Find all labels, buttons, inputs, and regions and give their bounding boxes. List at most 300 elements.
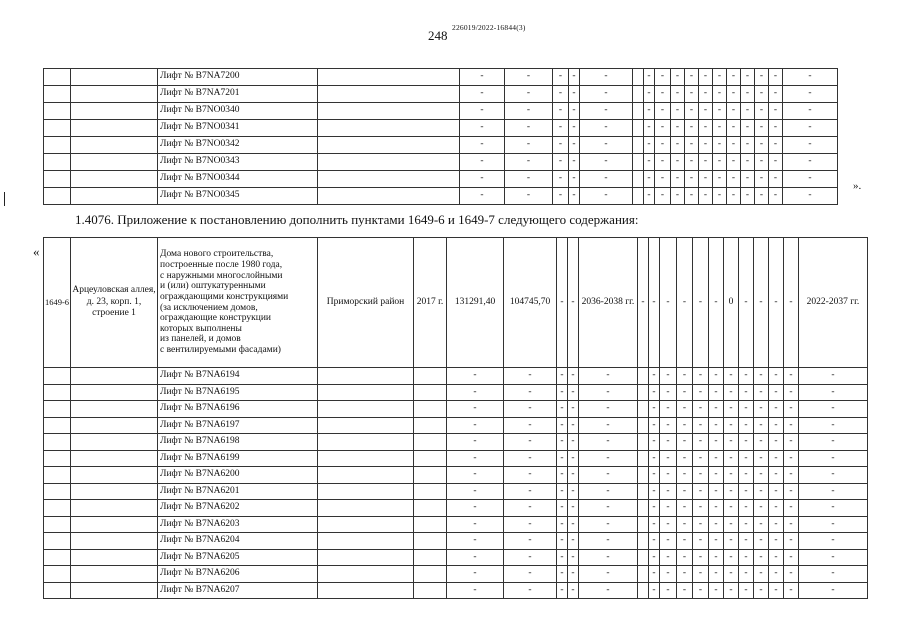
dash-cell: - [557,417,568,434]
empty-cell [71,69,158,86]
dash-cell: - [739,549,754,566]
empty-cell [44,582,71,599]
dash-cell: - [580,188,633,205]
dash-cell: - [784,417,799,434]
dash-cell: - [460,137,505,154]
dash-cell: - [579,368,638,385]
dash-cell: - [739,533,754,550]
dash-cell: - [447,516,504,533]
table-row [44,86,838,103]
dash-cell: - [447,533,504,550]
empty-cell [44,417,71,434]
empty-cell [71,516,158,533]
margin-mark [4,192,5,206]
dash-cell: - [505,120,553,137]
dash-cell: - [568,384,579,401]
dash-cell: - [799,500,868,517]
dash-cell: - [754,549,769,566]
empty-cell [44,188,71,205]
dash-cell: - [677,582,693,599]
table-row [44,467,868,484]
opening-quote: « [33,244,40,259]
dash-cell: - [671,103,685,120]
empty-cell [71,103,158,120]
empty-cell [414,500,447,517]
dash-cell: - [504,434,557,451]
empty-cell [318,86,460,103]
dash-cell: - [755,137,769,154]
lift-label: Лифт № B7NA6195 [158,384,318,401]
dash-cell: - [724,384,739,401]
dash-cell: - [783,188,838,205]
dash-cell: - [693,467,709,484]
dash-cell: - [699,188,713,205]
dash-cell: - [504,467,557,484]
dash-cell: - [660,450,677,467]
dash-cell: - [685,154,699,171]
dash-cell: - [677,483,693,500]
dash-cell: - [660,483,677,500]
bottom-table [43,237,868,599]
dash-cell: - [569,103,580,120]
lift-label: Лифт № B7NA7201 [158,86,318,103]
dash-cell: - [799,483,868,500]
dash-cell: - [693,483,709,500]
dash-cell: - [649,500,660,517]
dash-cell: - [557,533,568,550]
dash-cell: - [713,86,727,103]
dash-cell: - [769,500,784,517]
empty-cell [71,533,158,550]
dash-cell: - [649,417,660,434]
dash-cell: - [769,154,783,171]
dash-cell: - [580,103,633,120]
dash-cell: - [769,238,784,368]
empty-cell [414,401,447,418]
dash-cell: - [557,384,568,401]
dash-cell: - [709,450,724,467]
dash-cell: - [784,533,799,550]
dash-cell: - [739,582,754,599]
district: Приморский район [318,238,414,368]
empty-cell [44,549,71,566]
dash-cell: - [557,483,568,500]
empty-cell [414,566,447,583]
empty-cell [44,69,71,86]
dash-cell: - [553,137,569,154]
dash-cell: - [709,516,724,533]
dash-cell: - [677,450,693,467]
amendment-paragraph: 1.4076. Приложение к постановлению дополнить пунктами 1649-6 и 1649-7 следующего содержания: [75,212,639,227]
dash-cell: - [754,582,769,599]
dash-cell: - [660,238,677,368]
description-line: с наружными многослойными [160,270,283,281]
lift-label: Лифт № B7NA7200 [158,69,318,86]
dash-cell: - [769,103,783,120]
dash-cell: - [799,533,868,550]
dash-cell: - [460,103,505,120]
dash-cell: - [557,582,568,599]
dash-cell: - [568,238,579,368]
dash-cell: - [754,533,769,550]
dash-cell: - [754,566,769,583]
dash-cell: - [755,154,769,171]
dash-cell: - [677,368,693,385]
empty-cell [71,188,158,205]
dash-cell: - [769,401,784,418]
empty-cell [44,171,71,188]
dash-cell: - [644,154,655,171]
dash-cell: - [713,188,727,205]
dash-cell: - [693,417,709,434]
dash-cell: - [799,434,868,451]
empty-cell [414,533,447,550]
empty-cell [44,368,71,385]
dash-cell: - [505,69,553,86]
dash-cell: - [553,103,569,120]
table-row [44,450,868,467]
dash-cell: - [568,467,579,484]
dash-cell: - [505,171,553,188]
dash-cell: - [783,103,838,120]
dash-cell: - [677,467,693,484]
dash-cell: - [783,171,838,188]
dash-cell: - [649,238,660,368]
dash-cell: - [709,467,724,484]
dash-cell: - [569,188,580,205]
empty-cell [318,516,414,533]
table-row-main [44,238,868,368]
dash-cell: - [568,483,579,500]
dash-cell: - [739,384,754,401]
empty-cell [44,483,71,500]
dash-cell: - [638,238,649,368]
dash-cell: - [677,516,693,533]
dash-cell: - [568,417,579,434]
lift-label: Лифт № B7NA6202 [158,500,318,517]
empty-cell [318,171,460,188]
dash-cell: - [724,582,739,599]
table-row [44,103,838,120]
empty-cell [638,533,649,550]
empty-cell [71,582,158,599]
dash-cell: - [739,500,754,517]
empty-cell [638,516,649,533]
dash-cell: - [769,368,784,385]
empty-cell [71,566,158,583]
dash-cell: - [655,171,671,188]
dash-cell: - [557,450,568,467]
empty-cell [71,384,158,401]
dash-cell: - [784,384,799,401]
empty-cell [44,103,71,120]
dash-cell: - [769,516,784,533]
dash-cell: - [739,450,754,467]
dash-cell: - [504,450,557,467]
table-row [44,417,868,434]
dash-cell: - [739,401,754,418]
period-2: 2022-2037 гг. [799,238,868,368]
table-row [44,549,868,566]
dash-cell: - [677,533,693,550]
dash-cell: - [769,188,783,205]
dash-cell: - [660,500,677,517]
dash-cell: - [579,549,638,566]
dash-cell: - [460,86,505,103]
empty-cell [318,103,460,120]
dash-cell: - [568,368,579,385]
dash-cell: - [580,86,633,103]
dash-cell: - [724,450,739,467]
dash-cell: - [755,171,769,188]
dash-cell: - [769,582,784,599]
dash-cell: - [769,120,783,137]
dash-cell: - [754,434,769,451]
dash-cell: - [699,86,713,103]
dash-cell: - [579,417,638,434]
dash-cell: - [724,533,739,550]
empty-cell [44,86,71,103]
empty-cell [638,384,649,401]
dash-cell: - [724,434,739,451]
table-row [44,69,838,86]
dash-cell: - [579,516,638,533]
table-row [44,533,868,550]
dash-cell: - [693,500,709,517]
dash-cell: - [769,69,783,86]
dash-cell: - [699,120,713,137]
dash-cell: - [709,384,724,401]
empty-cell [318,549,414,566]
dash-cell: - [685,69,699,86]
dash-cell: - [568,582,579,599]
empty-cell [318,417,414,434]
dash-cell: - [739,516,754,533]
empty-cell [318,450,414,467]
dash-cell: - [569,69,580,86]
dash-cell: - [713,137,727,154]
empty-cell [318,188,460,205]
dash-cell: - [709,401,724,418]
empty-cell [414,434,447,451]
page-number: 248 [428,28,448,43]
description-line: которых выполнены [160,323,242,334]
dash-cell: - [783,154,838,171]
empty-cell [44,500,71,517]
empty-cell [71,500,158,517]
dash-cell: - [693,401,709,418]
dash-cell: - [447,566,504,583]
dash-cell: - [724,500,739,517]
dash-cell: - [660,582,677,599]
dash-cell: - [713,154,727,171]
empty-cell [414,368,447,385]
empty-cell [633,103,644,120]
empty-cell [633,86,644,103]
empty-cell [71,401,158,418]
dash-cell: - [799,467,868,484]
dash-cell: - [709,549,724,566]
dash-cell: - [660,516,677,533]
dash-cell: - [660,533,677,550]
empty-cell [633,137,644,154]
empty-cell [318,566,414,583]
empty-cell [44,137,71,154]
dash-cell: - [504,368,557,385]
empty-cell [633,171,644,188]
dash-cell: - [447,450,504,467]
empty-cell [71,467,158,484]
dash-cell: - [505,154,553,171]
dash-cell: - [557,434,568,451]
dash-cell: - [447,582,504,599]
dash-cell: - [739,566,754,583]
dash-cell: - [660,549,677,566]
dash-cell: - [677,549,693,566]
dash-cell: - [649,549,660,566]
value-1: 131291,40 [447,238,504,368]
dash-cell: - [557,467,568,484]
dash-cell: - [724,566,739,583]
dash-cell: - [693,368,709,385]
empty-cell [414,483,447,500]
dash-cell: - [741,69,755,86]
lift-label: Лифт № B7NA6205 [158,549,318,566]
dash-cell: - [685,171,699,188]
dash-cell: - [699,69,713,86]
dash-cell: - [447,401,504,418]
empty-cell [71,549,158,566]
empty-cell [71,171,158,188]
building-description [158,238,318,368]
dash-cell: - [754,500,769,517]
dash-cell: - [799,450,868,467]
dash-cell: - [655,103,671,120]
dash-cell: - [447,500,504,517]
dash-cell: - [447,549,504,566]
empty-cell [318,467,414,484]
dash-cell: - [447,467,504,484]
dash-cell: - [677,401,693,418]
dash-cell: - [693,582,709,599]
dash-cell: - [579,483,638,500]
dash-cell: - [568,500,579,517]
dash-cell: - [799,549,868,566]
dash-cell: - [649,368,660,385]
lift-label: Лифт № B7NA6197 [158,417,318,434]
dash-cell: - [671,137,685,154]
dash-cell: - [660,401,677,418]
dash-cell: - [579,500,638,517]
dash-cell: - [504,549,557,566]
lift-label: Лифт № B7NA6199 [158,450,318,467]
dash-cell: - [460,154,505,171]
dash-cell: - [655,69,671,86]
dash-cell: - [755,188,769,205]
dash-cell: - [784,566,799,583]
dash-cell: - [460,171,505,188]
dash-cell: - [677,417,693,434]
dash-cell: - [580,154,633,171]
empty-cell [638,368,649,385]
empty-cell [71,137,158,154]
dash-cell: - [447,483,504,500]
dash-cell: - [644,188,655,205]
dash-cell: - [739,483,754,500]
dash-cell: - [568,533,579,550]
empty-cell [638,467,649,484]
description-line: (за исключением домов, [160,302,258,313]
dash-cell: - [783,120,838,137]
dash-cell: - [660,434,677,451]
dash-cell: - [709,368,724,385]
year: 2017 г. [414,238,447,368]
dash-cell: - [660,417,677,434]
dash-cell: - [727,154,741,171]
dash-cell: - [568,450,579,467]
table-row [44,137,838,154]
dash-cell: - [553,188,569,205]
empty-cell [633,188,644,205]
dash-cell: - [739,467,754,484]
dash-cell: - [579,582,638,599]
dash-cell: - [557,238,568,368]
dash-cell: - [557,516,568,533]
dash-cell: - [709,434,724,451]
dash-cell: - [677,238,693,368]
dash-cell: - [693,549,709,566]
dash-cell: - [739,368,754,385]
dash-cell: - [724,483,739,500]
dash-cell: - [769,549,784,566]
empty-cell [414,516,447,533]
dash-cell: - [568,566,579,583]
empty-cell [71,434,158,451]
dash-cell: - [568,549,579,566]
description-line: Дома нового строительства, [160,249,274,260]
dash-cell: - [447,434,504,451]
dash-cell: - [755,86,769,103]
value-2: 104745,70 [504,238,557,368]
dash-cell: - [649,516,660,533]
dash-cell: - [655,154,671,171]
dash-cell: - [727,120,741,137]
dash-cell: - [580,137,633,154]
dash-cell: - [660,566,677,583]
empty-cell [318,401,414,418]
empty-cell [318,368,414,385]
dash-cell: - [741,120,755,137]
lift-label: Лифт № B7NA6200 [158,467,318,484]
dash-cell: - [699,137,713,154]
dash-cell: - [649,384,660,401]
table-row [44,188,838,205]
lift-label: Лифт № B7NO0344 [158,171,318,188]
dash-cell: - [727,188,741,205]
dash-cell: - [799,417,868,434]
dash-cell: - [769,384,784,401]
empty-cell [318,533,414,550]
dash-cell: - [713,103,727,120]
dash-cell: - [799,566,868,583]
empty-cell [414,549,447,566]
dash-cell: - [569,86,580,103]
empty-cell [71,368,158,385]
dash-cell: - [741,154,755,171]
empty-cell [633,69,644,86]
empty-cell [414,417,447,434]
dash-cell: - [568,434,579,451]
